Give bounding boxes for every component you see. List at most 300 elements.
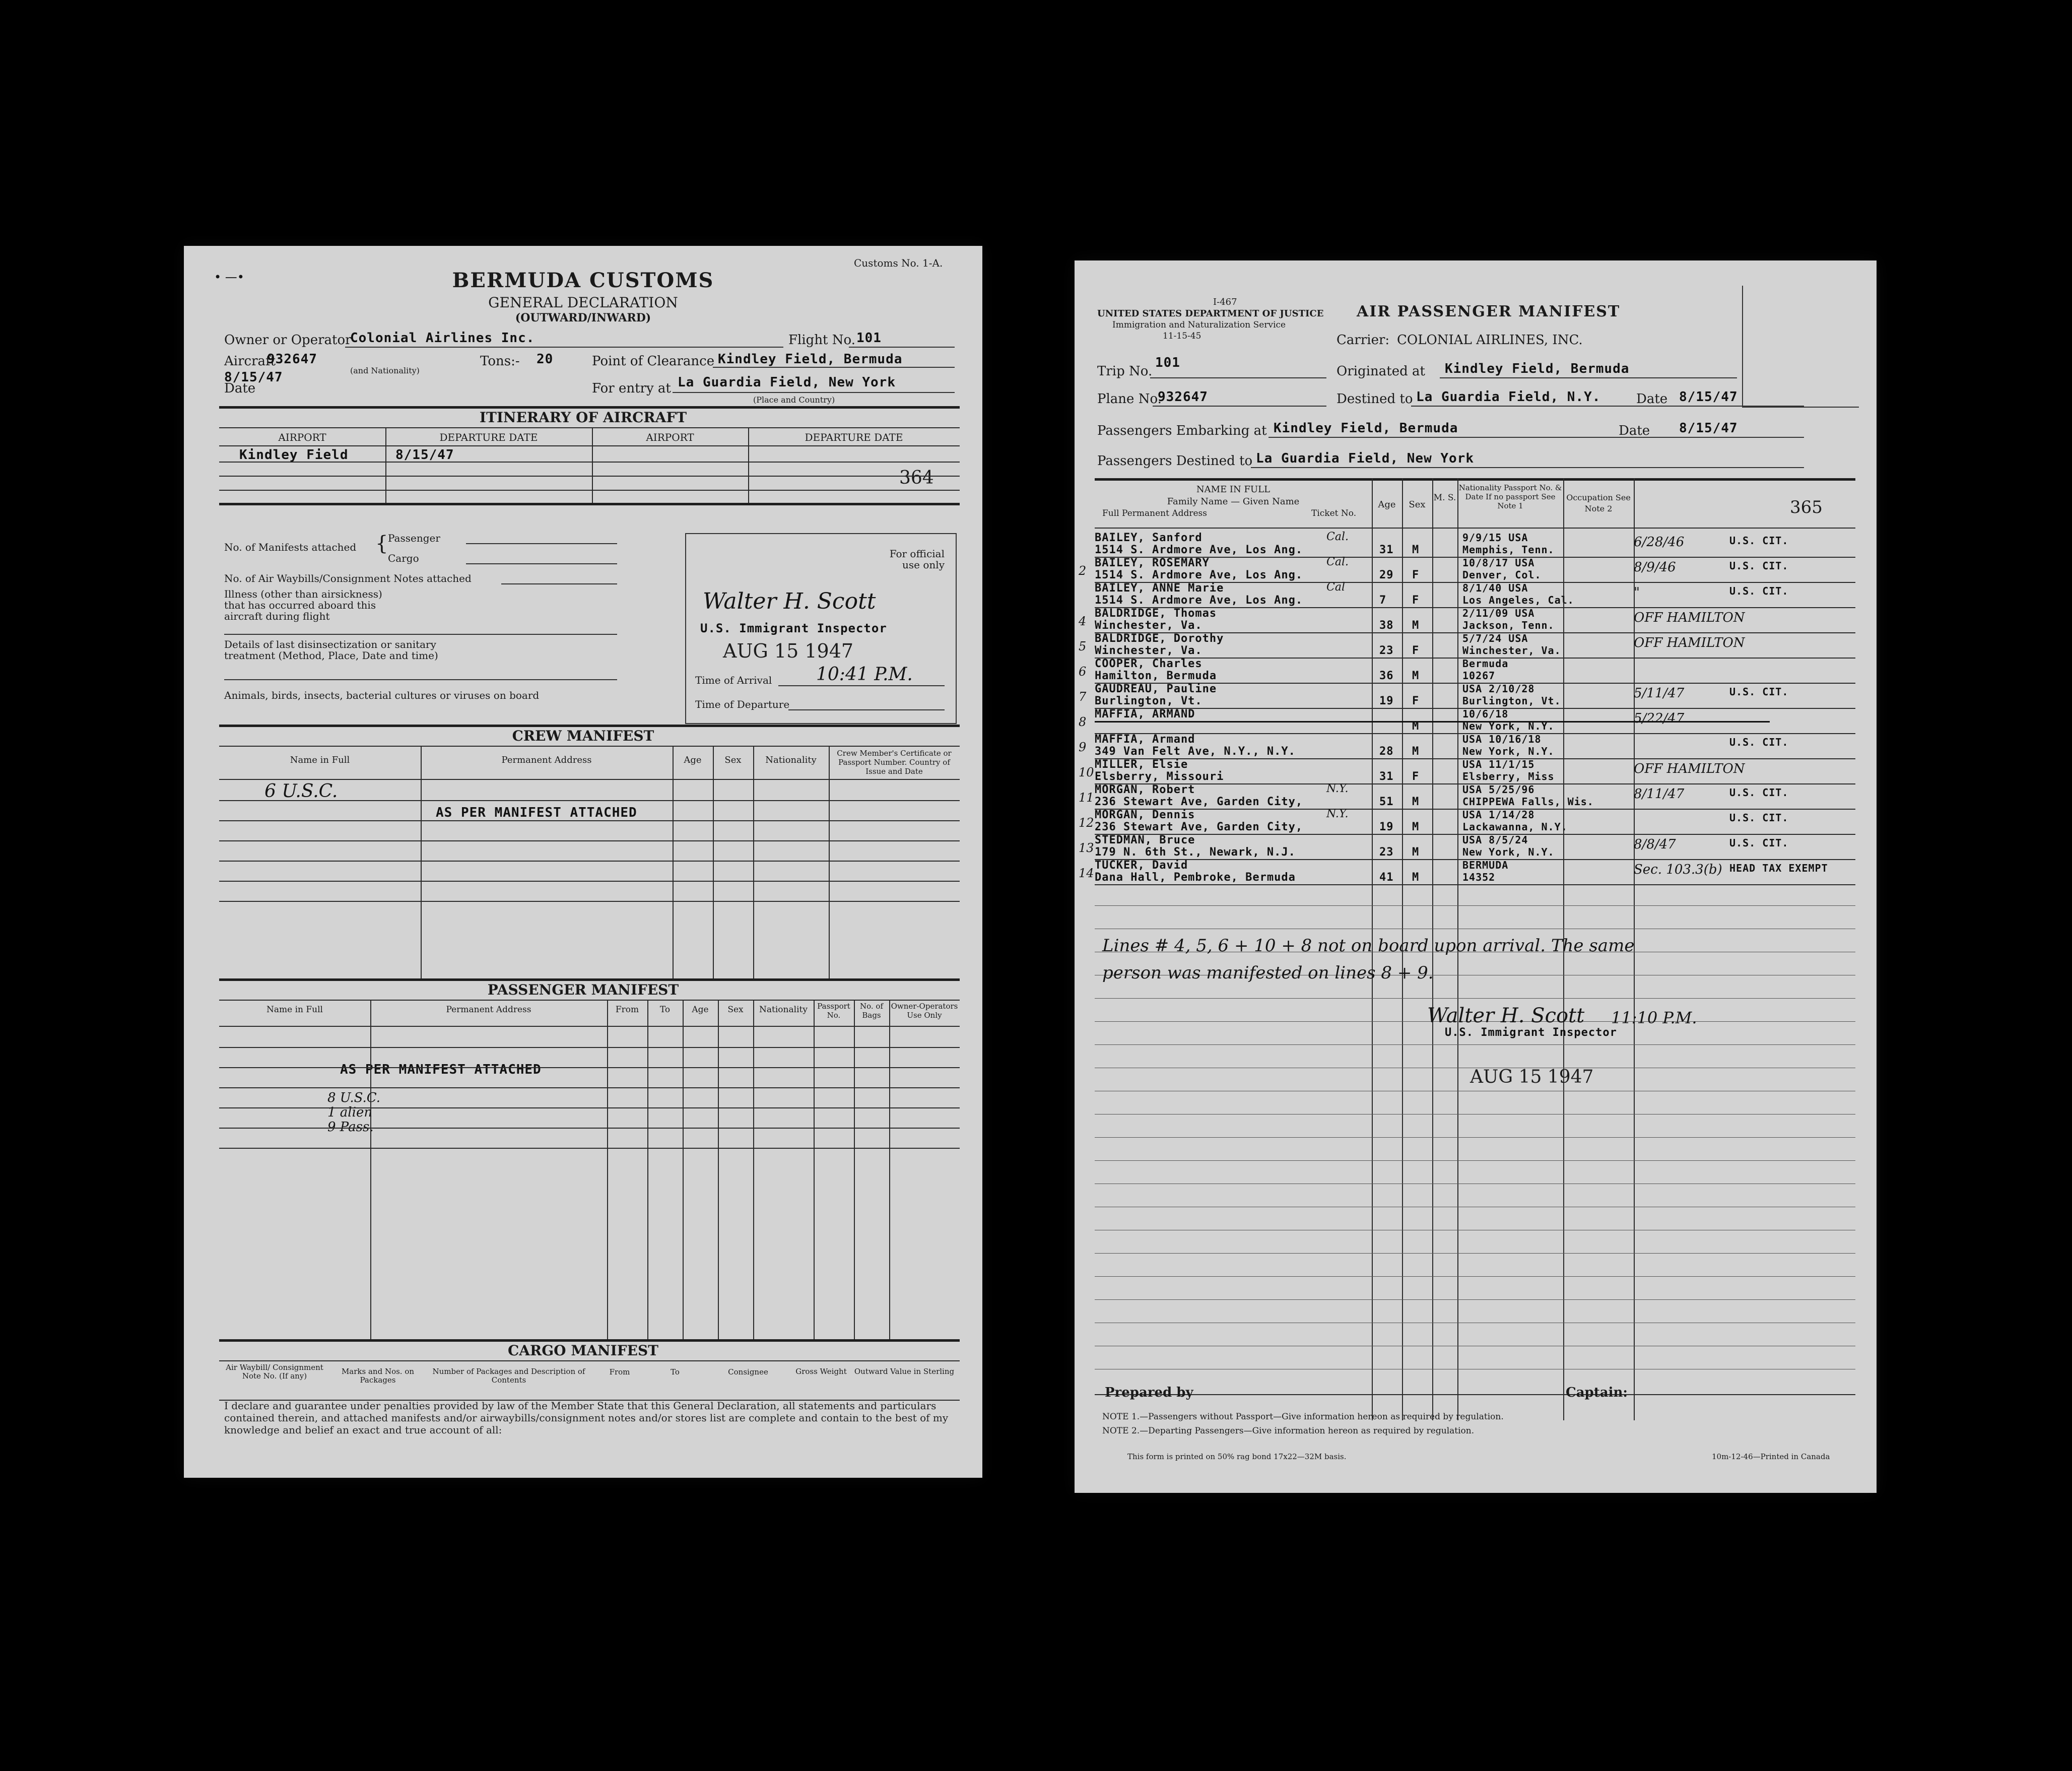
departure-label: Time of Departure — [695, 698, 790, 710]
passenger-row-5 — [219, 1128, 960, 1129]
blank-row-rule — [1095, 1299, 1855, 1300]
cargo-col-to: To — [671, 1367, 680, 1376]
passenger-nat-1: 2/11/09 USA — [1462, 607, 1535, 619]
passenger-address: 1514 S. Ardmore Ave, Los Ang. — [1095, 569, 1303, 581]
passenger-address: 1514 S. Ardmore Ave, Los Ang. — [1095, 594, 1303, 607]
passenger-divider-3 — [647, 1000, 648, 1339]
passenger-name: MORGAN, Dennis — [1095, 809, 1195, 821]
passenger-row-4 — [219, 1107, 960, 1108]
table-row — [1075, 684, 1877, 709]
footer-left: This form is printed on 50% rag bond 17x22—32M basis. — [1127, 1452, 1347, 1461]
passenger-sex: M — [1412, 745, 1420, 758]
passenger-sex: M — [1412, 846, 1420, 859]
blank-row-rule — [1095, 1253, 1855, 1254]
passenger-nat-2: New York, N.Y. — [1462, 846, 1555, 858]
passenger-code: N.Y. — [1326, 782, 1349, 795]
tons-value: 20 — [537, 352, 554, 367]
itinerary-airport: Kindley Field — [239, 447, 349, 463]
col-name-1: NAME IN FULL — [1196, 484, 1271, 495]
crew-col-sex: Sex — [724, 755, 742, 765]
passenger-col-sex: Sex — [727, 1005, 744, 1015]
passenger-code: Cal — [1326, 581, 1345, 594]
passenger-nat-1: Bermuda — [1462, 658, 1509, 670]
passenger-sex: M — [1412, 670, 1420, 682]
passenger-age: 28 — [1379, 745, 1394, 758]
date-stamp: AUG 15 1947 — [723, 640, 854, 662]
passenger-col-passport: Passport No. — [817, 1002, 850, 1020]
aircraft-label: Aircraft — [224, 354, 276, 369]
date2-value: 8/15/47 — [1679, 421, 1738, 436]
form-subtitle: GENERAL DECLARATION — [488, 294, 678, 311]
row-number: 10 — [1079, 765, 1094, 779]
passenger-nat-1: 9/9/15 USA — [1462, 532, 1528, 544]
punch-mark: • —• — [214, 270, 244, 284]
passenger-address: 179 N. 6th St., Newark, N.J. — [1095, 846, 1296, 859]
itinerary-col-airport-1: AIRPORT — [278, 431, 326, 443]
passenger-hand-note: 6/28/46 — [1634, 535, 1685, 550]
tons-label: Tons:- — [480, 354, 520, 369]
crew-col-age: Age — [684, 755, 702, 765]
itinerary-divider-2 — [592, 427, 593, 503]
disinsect-line — [224, 679, 617, 680]
row-number: 11 — [1079, 791, 1094, 805]
blank-row-rule — [1095, 1137, 1855, 1138]
passenger-hand-note: 5/11/47 — [1634, 686, 1685, 701]
col-age: Age — [1378, 499, 1396, 510]
row-number: 2 — [1079, 564, 1087, 578]
cargo-rule — [219, 1360, 960, 1361]
passenger-address: Winchester, Va. — [1095, 644, 1202, 657]
passenger-name: STEDMAN, Bruce — [1095, 834, 1195, 846]
itinerary-header-rule — [219, 445, 960, 446]
illness-label: Illness (other than airsickness) that has occurred aboard this aircraft during flight — [224, 588, 382, 622]
row-number: 6 — [1079, 665, 1087, 679]
row-number: 7 — [1079, 690, 1087, 704]
place-label: (Place and Country) — [753, 395, 835, 405]
table-row — [1075, 583, 1877, 608]
passenger-nat-1: 8/1/40 USA — [1462, 582, 1528, 594]
dest-value: La Guardia Field, New York — [1256, 451, 1474, 466]
passenger-hand-note: 5/22/47 — [1634, 711, 1685, 726]
entry-value: La Guardia Field, New York — [678, 375, 896, 390]
manifest-title: AIR PASSENGER MANIFEST — [1357, 303, 1621, 320]
embarking-underline — [1268, 437, 1804, 438]
passenger-nat-1: BERMUDA — [1462, 859, 1509, 871]
passenger-nat-2: Denver, Col. — [1462, 569, 1542, 581]
crew-title: CREW MANIFEST — [512, 728, 654, 744]
customs-number: Customs No. 1-A. — [854, 257, 943, 269]
waybills-line — [501, 583, 617, 584]
crew-top-rule — [219, 725, 960, 727]
clearance-label: Point of Clearance — [592, 354, 715, 369]
passenger-hand-2: 1 alien — [327, 1105, 373, 1120]
strike-through-line — [1095, 721, 1770, 723]
departure-line — [788, 709, 945, 710]
owner-label: Owner or Operator — [224, 333, 352, 348]
itinerary-date: 8/15/47 — [395, 447, 454, 463]
crew-row-1 — [219, 800, 960, 801]
cargo-col-consignee: Consignee — [728, 1367, 768, 1376]
passenger-nat-1: USA 2/10/28 — [1462, 683, 1535, 695]
passenger-hand-note: 8/8/47 — [1634, 837, 1676, 852]
passenger-name: MAFFIA, ARMAND — [1095, 708, 1195, 720]
passenger-hand-note: 8/11/47 — [1634, 786, 1685, 802]
col-address: Full Permanent Address — [1102, 508, 1208, 518]
passenger-code: N.Y. — [1326, 808, 1349, 820]
passenger-sex: M — [1412, 544, 1420, 556]
note-line-2: person was manifested on lines 8 + 9. — [1102, 963, 1434, 983]
passenger-sex: F — [1412, 569, 1420, 581]
crew-divider-3 — [713, 746, 714, 978]
passenger-name: BALDRIDGE, Dorothy — [1095, 632, 1224, 645]
table-row — [1075, 759, 1877, 784]
table-row — [1075, 860, 1877, 885]
passenger-hand-note: OFF HAMILTON — [1634, 635, 1745, 650]
plane-label: Plane No. — [1097, 391, 1162, 407]
blank-row-rule — [1095, 1276, 1855, 1277]
passenger-divider-6 — [753, 1000, 754, 1339]
itinerary-col-airport-2: AIRPORT — [646, 431, 694, 443]
owner-value: Colonial Airlines Inc. — [350, 331, 535, 346]
note-1: NOTE 1.—Passengers without Passport—Give information hereon as required by regulation. — [1102, 1412, 1504, 1422]
row-rule — [1095, 884, 1855, 885]
passenger-nat-2: 14352 — [1462, 871, 1496, 883]
table-row — [1075, 810, 1877, 835]
table-row — [1075, 784, 1877, 810]
passenger-citizenship: U.S. CIT. — [1729, 736, 1789, 748]
owner-underline — [345, 347, 783, 348]
animals-label: Animals, birds, insects, bacterial cultures or viruses on board — [224, 689, 540, 701]
passenger-col-name: Name in Full — [266, 1005, 323, 1015]
passenger-hand-note: 8/9/46 — [1634, 560, 1676, 575]
trip-underline — [1150, 377, 1326, 378]
originated-underline — [1440, 377, 1737, 378]
itinerary-bottom-rule — [219, 503, 960, 505]
passenger-name: TUCKER, David — [1095, 859, 1188, 872]
clearance-value: Kindley Field, Bermuda — [718, 352, 903, 367]
passenger-sex: M — [1412, 871, 1420, 884]
cargo-label: Cargo — [388, 552, 419, 564]
passenger-address: 349 Van Felt Ave, N.Y., N.Y. — [1095, 745, 1296, 758]
prepared-label: Prepared by — [1105, 1385, 1193, 1400]
itinerary-top-rule — [219, 406, 960, 409]
flight-label: Flight No. — [788, 333, 855, 348]
passenger-col-age: Age — [692, 1005, 709, 1015]
col-occupation: Occupation See Note 2 — [1566, 493, 1631, 513]
passenger-citizenship: HEAD TAX EXEMPT — [1729, 862, 1828, 874]
destined-underline — [1411, 406, 1804, 407]
entry-underline — [673, 392, 955, 393]
row-number: 8 — [1079, 715, 1087, 729]
table-top-rule — [1095, 478, 1855, 481]
passenger-nat-1: USA 10/16/18 — [1462, 733, 1542, 745]
crew-row-2 — [219, 820, 960, 821]
row-number: 12 — [1079, 816, 1094, 830]
crew-header-rule — [219, 779, 960, 780]
date-label: Date — [224, 381, 256, 396]
passenger-sex: F — [1412, 770, 1420, 783]
passenger-sex: F — [1412, 695, 1420, 707]
flight-value: 101 — [856, 331, 882, 346]
date-label: Date — [1636, 391, 1668, 407]
arrival-label: Time of Arrival — [695, 674, 772, 686]
passenger-nat-1: 5/7/24 USA — [1462, 632, 1528, 644]
passenger-nat-2: New York, N.Y. — [1462, 720, 1555, 732]
passenger-citizenship: U.S. CIT. — [1729, 786, 1789, 799]
passenger-col-nationality: Nationality — [759, 1005, 808, 1015]
date-value: 8/15/47 — [224, 370, 283, 385]
form-title: BERMUDA CUSTOMS — [452, 269, 714, 292]
passenger-age: 31 — [1379, 544, 1394, 556]
inspector-title: U.S. Immigrant Inspector — [700, 621, 887, 635]
passenger-sex: M — [1412, 796, 1420, 808]
cargo-title: CARGO MANIFEST — [507, 1342, 659, 1359]
table-row — [1075, 608, 1877, 633]
passenger-title: PASSENGER MANIFEST — [487, 981, 679, 998]
table-header-rule — [1095, 528, 1855, 529]
passenger-row-1 — [219, 1047, 960, 1048]
passenger-address: Burlington, Vt. — [1095, 695, 1202, 707]
table-row — [1075, 533, 1877, 558]
passenger-line — [466, 543, 617, 544]
manifest-inspector-title: U.S. Immigrant Inspector — [1445, 1026, 1617, 1039]
passenger-name: GAUDREAU, Pauline — [1095, 683, 1217, 695]
passenger-nat-2: Winchester, Va. — [1462, 644, 1561, 657]
passenger-nat-2: Burlington, Vt. — [1462, 695, 1561, 707]
col-name-2: Family Name — Given Name — [1167, 496, 1300, 507]
crew-row-4 — [219, 861, 960, 862]
cargo-line — [466, 563, 617, 564]
passenger-divider-7 — [814, 1000, 815, 1339]
inspector-time: 11:10 P.M. — [1611, 1008, 1697, 1027]
blank-row-rule — [1095, 998, 1855, 999]
passenger-code: Cal. — [1326, 556, 1349, 568]
row-number: 9 — [1079, 740, 1087, 754]
note-line-1: Lines # 4, 5, 6 + 10 + 8 not on board upon arrival. The same — [1102, 936, 1635, 956]
itinerary-divider-3 — [748, 427, 749, 503]
table-bottom-rule — [1095, 1394, 1855, 1395]
embarking-label: Passengers Embarking at — [1097, 423, 1267, 438]
clearance-underline — [713, 367, 955, 368]
cargo-col-from: From — [609, 1367, 630, 1376]
passenger-age: 36 — [1379, 670, 1394, 682]
embarking-value: Kindley Field, Bermuda — [1274, 421, 1458, 436]
dest-underline — [1251, 467, 1804, 468]
passenger-nat-1: 10/8/17 USA — [1462, 557, 1535, 569]
passenger-name: MILLER, Elsie — [1095, 758, 1188, 771]
passenger-rule — [219, 1000, 960, 1001]
passenger-divider-8 — [854, 1000, 855, 1339]
cargo-col-waybill: Air Waybill/ Consignment Note No. (If any) — [226, 1363, 323, 1381]
passenger-hand-note: OFF HAMILTON — [1634, 761, 1745, 776]
destined-value: La Guardia Field, N.Y. — [1416, 389, 1601, 405]
passenger-address: 236 Stewart Ave, Garden City, — [1095, 796, 1303, 808]
passenger-top-rule — [219, 978, 960, 981]
carrier-value: COLONIAL AIRLINES, INC. — [1397, 333, 1583, 348]
passenger-row-3 — [219, 1087, 960, 1088]
manifest-inspector-signature: Walter H. Scott — [1427, 1004, 1585, 1027]
waybills-label: No. of Air Waybills/Consignment Notes attached — [224, 572, 472, 584]
crew-col-name: Name in Full — [290, 755, 350, 765]
cargo-col-packages: Number of Packages and Description of Contents — [432, 1367, 585, 1385]
disinsect-label: Details of last disinsectization or sanitary treatment (Method, Place, Date and time) — [224, 638, 438, 662]
passenger-sex: M — [1412, 619, 1420, 632]
page-number: 364 — [899, 468, 934, 488]
passenger-hand-note: " — [1634, 585, 1640, 600]
corner-box — [1742, 286, 1859, 408]
date2-label: Date — [1619, 423, 1650, 438]
col-ms: M. S. — [1433, 493, 1456, 503]
passenger-address: 1514 S. Ardmore Ave, Los Ang. — [1095, 544, 1303, 556]
passenger-nat-2: New York, N.Y. — [1462, 745, 1555, 757]
crew-col-address: Permanent Address — [501, 755, 592, 765]
passenger-age: 41 — [1379, 871, 1394, 884]
col-nationality: Nationality Passport No. & Date If no passport See Note 1 — [1458, 483, 1562, 510]
carrier-label: Carrier: — [1336, 333, 1390, 348]
passenger-sex: F — [1412, 644, 1420, 657]
row-number: 14 — [1079, 866, 1094, 880]
table-row — [1075, 558, 1877, 583]
crew-rule — [219, 746, 960, 747]
originated-label: Originated at — [1336, 364, 1425, 379]
crew-divider-1 — [421, 746, 422, 978]
row-number: 5 — [1079, 639, 1087, 653]
passenger-age: 7 — [1379, 594, 1387, 607]
passenger-hand-1: 8 U.S.C. — [327, 1090, 380, 1105]
cargo-col-weight: Gross Weight — [795, 1367, 847, 1376]
passenger-col-bags: No. of Bags — [859, 1002, 883, 1020]
trip-label: Trip No. — [1097, 364, 1153, 379]
flight-underline — [849, 347, 955, 348]
arrival-value: 10:41 P.M. — [816, 664, 913, 685]
table-row — [1075, 633, 1877, 659]
passenger-nat-2: Elsberry, Miss — [1462, 770, 1555, 782]
passenger-name: BAILEY, ROSEMARY — [1095, 557, 1210, 569]
crew-row-6 — [219, 901, 960, 902]
passenger-nat-1: USA 1/14/28 — [1462, 809, 1535, 821]
passenger-divider-9 — [889, 1000, 890, 1339]
aircraft-value: 932647 — [267, 352, 317, 367]
passenger-nat-1: USA 5/25/96 — [1462, 783, 1535, 796]
crew-divider-2 — [673, 746, 674, 978]
table-row — [1075, 734, 1877, 759]
passenger-nat-2: Los Angeles, Cal. — [1462, 594, 1574, 606]
page-number-right: 365 — [1790, 497, 1823, 517]
crew-col-certificate: Crew Member's Certificate or Passport Number. Country of Issue and Date — [837, 749, 952, 776]
passenger-col-to: To — [659, 1005, 671, 1015]
passenger-manifest-note: AS PER MANIFEST ATTACHED — [340, 1062, 542, 1077]
blank-row-rule — [1095, 905, 1855, 906]
passenger-header-rule — [219, 1026, 960, 1027]
col-sex: Sex — [1409, 499, 1426, 510]
passenger-sex: M — [1412, 720, 1420, 733]
table-row — [1075, 709, 1877, 734]
passenger-age: 23 — [1379, 644, 1394, 657]
passenger-code: Cal. — [1326, 531, 1349, 543]
passenger-citizenship: U.S. CIT. — [1729, 535, 1789, 547]
crew-divider-4 — [753, 746, 754, 978]
passenger-nat-2: Memphis, Tenn. — [1462, 544, 1555, 556]
passenger-nat-1: USA 11/1/15 — [1462, 758, 1535, 770]
department-date: 11-15-45 — [1163, 331, 1201, 341]
passenger-rows — [1075, 533, 1877, 1157]
passenger-name: MORGAN, Robert — [1095, 783, 1195, 796]
passenger-nat-1: 10/6/18 — [1462, 708, 1509, 720]
passenger-col-from: From — [615, 1005, 639, 1015]
cargo-top-rule — [219, 1339, 960, 1342]
nationality-label: (and Nationality) — [350, 366, 420, 375]
row-number: 4 — [1079, 614, 1087, 628]
passenger-address: 236 Stewart Ave, Garden City, — [1095, 821, 1303, 833]
crew-manifest-note: AS PER MANIFEST ATTACHED — [436, 805, 637, 820]
passenger-citizenship: U.S. CIT. — [1729, 837, 1789, 849]
cargo-col-value: Outward Value in Sterling — [854, 1367, 955, 1376]
crew-divider-5 — [829, 746, 830, 978]
passenger-nat-2: CHIPPEWA Falls, Wis. — [1462, 796, 1594, 808]
plane-value: 932647 — [1158, 389, 1208, 405]
itinerary-row-rule-1 — [219, 462, 960, 463]
passenger-row-6 — [219, 1148, 960, 1149]
air-passenger-manifest — [1075, 260, 1877, 1493]
passenger-age: 38 — [1379, 619, 1394, 632]
footer-right: 10m-12-46—Printed in Canada — [1712, 1452, 1830, 1461]
passenger-sex: M — [1412, 821, 1420, 833]
itinerary-title: ITINERARY OF AIRCRAFT — [479, 409, 687, 426]
note-2: NOTE 2.—Departing Passengers—Give information hereon as required by regulation. — [1102, 1426, 1475, 1436]
passenger-age: 31 — [1379, 770, 1394, 783]
passenger-age: 51 — [1379, 796, 1394, 808]
originated-value: Kindley Field, Bermuda — [1445, 361, 1630, 376]
inspector-signature: Walter H. Scott — [703, 588, 876, 614]
official-use-label: For official use only — [889, 548, 945, 571]
passenger-age: 23 — [1379, 846, 1394, 859]
passenger-name: BAILEY, ANNE Marie — [1095, 582, 1224, 595]
illness-line — [224, 634, 617, 635]
passenger-divider-4 — [683, 1000, 684, 1339]
passenger-age: 19 — [1379, 821, 1394, 833]
crew-row-5 — [219, 881, 960, 882]
passenger-citizenship: U.S. CIT. — [1729, 686, 1789, 698]
entry-label: For entry at — [592, 381, 671, 396]
blank-row-rule — [1095, 1044, 1855, 1045]
department-line-2: Immigration and Naturalization Service — [1112, 320, 1286, 330]
passenger-label: Passenger — [388, 532, 440, 544]
dest-label: Passengers Destined to — [1097, 453, 1253, 469]
crew-col-nationality: Nationality — [765, 755, 817, 765]
passenger-col-owner: Owner-Operators Use Only — [891, 1002, 958, 1020]
department-line-1: UNITED STATES DEPARTMENT OF JUSTICE — [1097, 308, 1324, 319]
passenger-address: Elsberry, Missouri — [1095, 770, 1224, 783]
table-row — [1075, 659, 1877, 684]
itinerary-col-date-1: DEPARTURE DATE — [439, 431, 538, 443]
passenger-address: Dana Hall, Pembroke, Bermuda — [1095, 871, 1296, 884]
destined-label: Destined to — [1336, 391, 1413, 407]
passenger-divider-2 — [607, 1000, 608, 1339]
crew-row-3 — [219, 840, 960, 841]
manifest-date-stamp: AUG 15 1947 — [1470, 1067, 1594, 1087]
passenger-name: COOPER, Charles — [1095, 658, 1202, 670]
passenger-row-2 — [219, 1067, 960, 1068]
passenger-nat-1: USA 8/5/24 — [1462, 834, 1528, 846]
crew-hand-note: 6 U.S.C. — [264, 781, 338, 802]
form-number: I-467 — [1213, 297, 1237, 307]
manifests-label: No. of Manifests attached — [224, 541, 357, 553]
passenger-name: BALDRIDGE, Thomas — [1095, 607, 1217, 620]
passenger-nat-2: Lackawanna, N.Y. — [1462, 821, 1568, 833]
cargo-col-marks: Marks and Nos. on Packages — [341, 1367, 415, 1385]
passenger-citizenship: U.S. CIT. — [1729, 812, 1789, 824]
passenger-name: BAILEY, Sanford — [1095, 532, 1202, 544]
